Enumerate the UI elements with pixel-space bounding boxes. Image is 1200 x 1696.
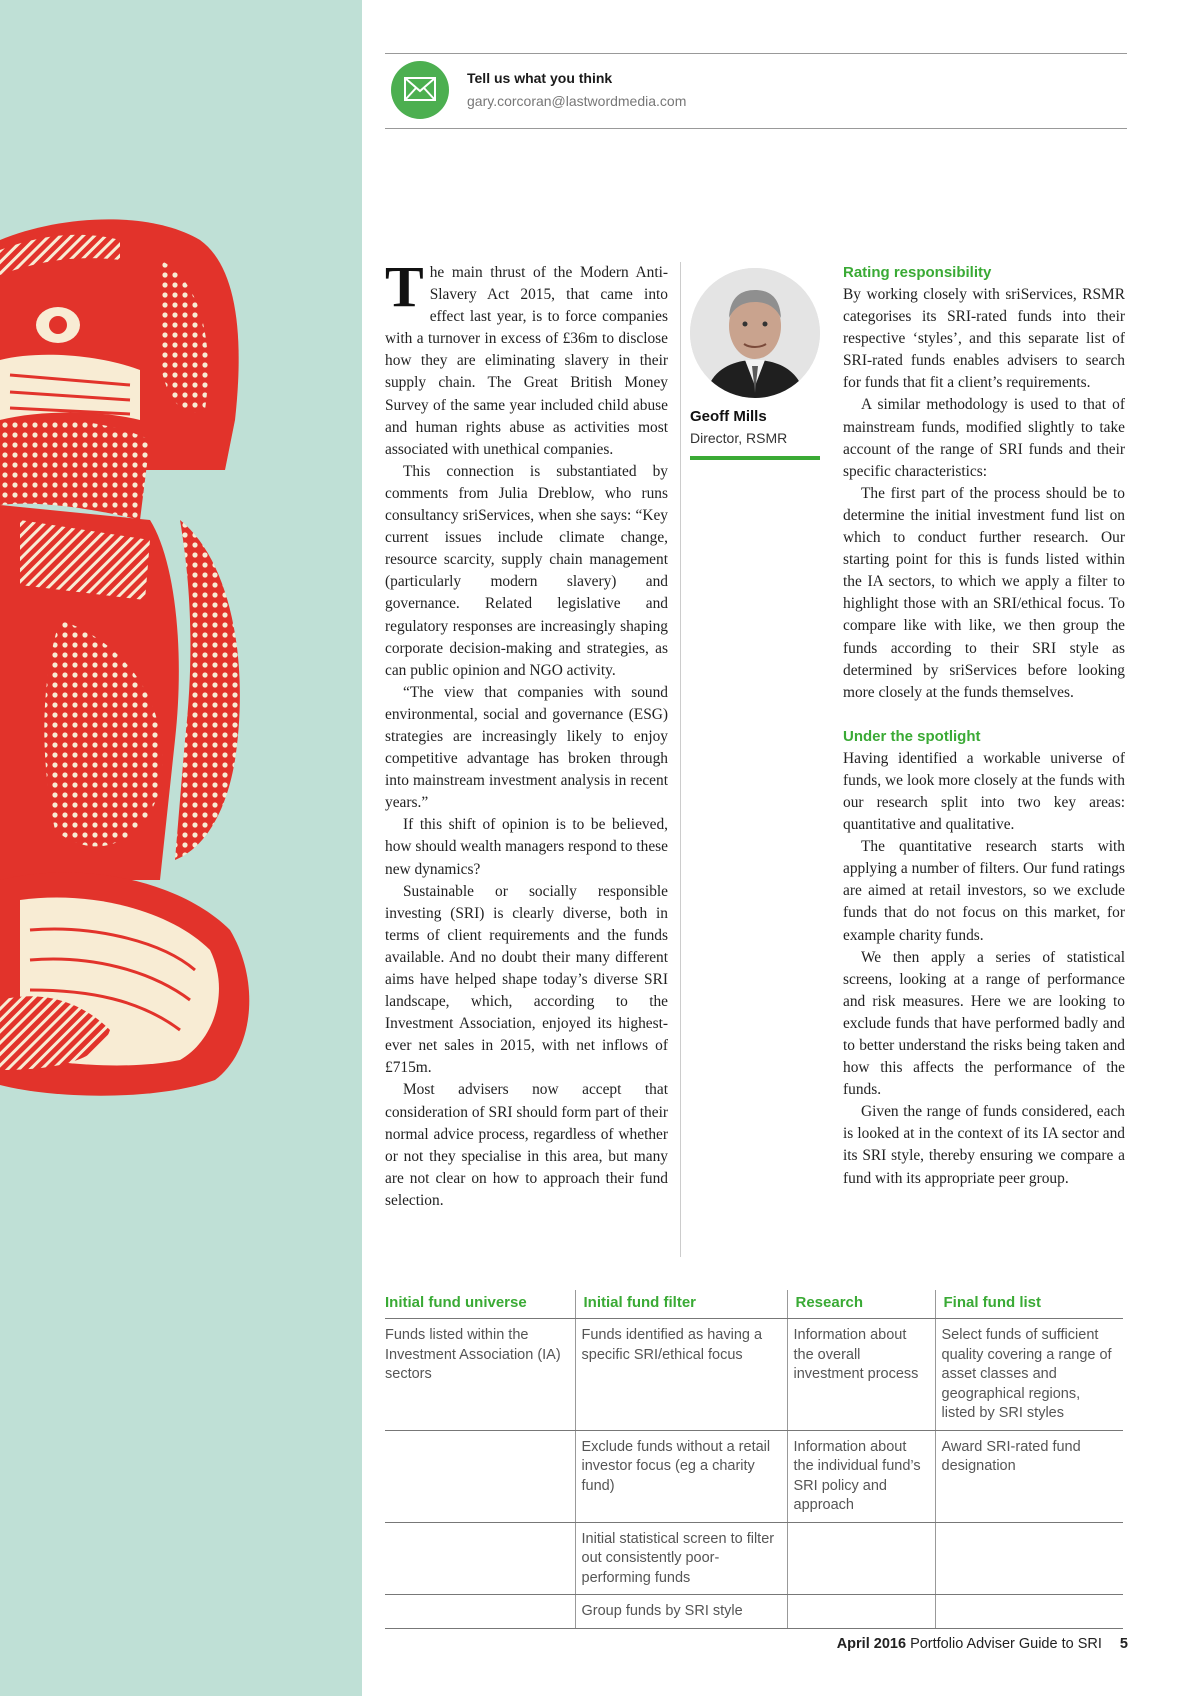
- author-role: Director, RSMR: [690, 430, 788, 446]
- decorative-side-panel: [0, 0, 362, 1696]
- article-paragraph: We then apply a series of statistical screens, looking at a range of performance and risk measures. Here we are looking to exclude funds that have performed badly and to better understand the risks being taken and how this affects the performance of the funds.: [843, 948, 1125, 1099]
- table-row: [385, 1595, 1123, 1629]
- table-cell: Exclude funds without a retail investor focus (eg a charity fund): [575, 1430, 787, 1522]
- table-cell: [787, 1595, 935, 1629]
- column-divider: [680, 262, 681, 1257]
- envelope-icon: [391, 61, 449, 119]
- issue-date: April 2016: [836, 1636, 907, 1652]
- author-name: Geoff Mills: [690, 408, 767, 425]
- article-paragraph: Sustainable or socially responsible investing (SRI) is clearly diverse, both in terms of client requirements and the funds available. And no doubt their many different aims have helped shape today’s diverse SRI landscape, which, according to the Investment Association, enjoyed its highest-ever net sales in 2015, with net inflows of £715m.: [385, 882, 668, 1077]
- article-paragraph: The first part of the process should be to determine the initial investment fund list on which to conduct further research. Our starting point for this is funds listed within the IA sectors, to which we apply a filter to highlight those with an SRI/ethical focus. To compare like with like, we then group the funds according to their SRI style as determined by sriServices before looking more closely at the funds themselves.: [843, 484, 1125, 701]
- table-cell: [385, 1522, 575, 1595]
- article-column-2: [843, 262, 1125, 1190]
- table-cell: Funds listed within the Investment Association (IA) sectors: [385, 1319, 575, 1431]
- table-cell: Information about the individual fund’s SRI policy and approach: [787, 1430, 935, 1522]
- author-underline: [690, 456, 820, 460]
- contact-title: Tell us what you think: [467, 70, 613, 86]
- table-row: [385, 1430, 1123, 1522]
- article-paragraph: If this shift of opinion is to be believed, how should wealth managers respond to these new dynamics?: [385, 816, 668, 878]
- table-row: [385, 1319, 1123, 1431]
- table-header: Initial fund universe: [385, 1290, 575, 1319]
- article-paragraph: The quantitative research starts with applying a number of filters. Our fund ratings are aimed at retail investors, so we exclude funds that do not focus on this market, for example charity funds.: [843, 838, 1125, 944]
- article-paragraph: Most advisers now accept that consideration of SRI should form part of their normal advice process, regardless of whether or not they specialise in this area, but many are not clear on how to approach their fund selection.: [385, 1081, 668, 1209]
- table-header: Final fund list: [935, 1290, 1123, 1319]
- section-heading-spotlight: Under the spotlight: [843, 727, 981, 745]
- page-footer: [837, 1636, 1128, 1652]
- article-paragraph: By working closely with sriServices, RSMR categorises its SRI-rated funds into their respective ‘styles’, and this separate list of SRI-rated funds enables advisers to search for funds that fit a client’s requirements.: [843, 286, 1125, 392]
- article-lead-text: he main thrust of the Modern Anti-Slavery Act 2015, that came into effect last year, is to force companies with a turnover in excess of £36m to disclose how they are eliminating slavery in their supply chain. The Great British Money Survey of the same year included child abuse and human rights abuse as activities most associated with unethical companies.: [385, 264, 668, 458]
- table-cell: [385, 1430, 575, 1522]
- fund-selection-table: [385, 1290, 1123, 1629]
- table-cell: [787, 1522, 935, 1595]
- table-row: [385, 1522, 1123, 1595]
- table-cell: Initial statistical screen to filter out consistently poor-performing funds: [575, 1522, 787, 1595]
- table-cell: Information about the overall investment process: [787, 1319, 935, 1431]
- article-paragraph: “The view that companies with sound environmental, social and governance (ESG) strategies are increasingly likely to enjoy competitive advantage has broken through into mainstream investment analysis in recent years.”: [385, 683, 668, 812]
- article-paragraph: Having identified a workable universe of funds, we look more closely at the funds with our research split into two key areas: quantitative and qualitative.: [843, 749, 1125, 834]
- table-cell: [385, 1595, 575, 1629]
- table-header-row: [385, 1290, 1123, 1319]
- feedback-contact-strip: [385, 53, 1127, 129]
- author-portrait: [690, 268, 820, 398]
- table-cell: [935, 1595, 1123, 1629]
- article-paragraph: [385, 254, 668, 461]
- article-paragraph: This connection is substantiated by comments from Julia Dreblow, who runs consultancy sriServices, when she says: “Key current issues include climate change, resource scarcity, supply chain management (particularly modern slavery) and governance. Related legislative and regulatory responses are increasingly shaping corporate decision-making and strategies, as can public opinion and NGO activity.: [385, 462, 668, 679]
- table-header: Initial fund filter: [575, 1290, 787, 1319]
- page-number: 5: [1119, 1636, 1128, 1652]
- table-cell: Group funds by SRI style: [575, 1595, 787, 1629]
- table-cell: Funds identified as having a specific SRI/ethical focus: [575, 1319, 787, 1431]
- article-paragraph: A similar methodology is used to that of mainstream funds, modified slightly to take account of the range of SRI funds and their specific characteristics:: [843, 396, 1125, 480]
- drop-cap: T: [385, 254, 424, 319]
- table-header: Research: [787, 1290, 935, 1319]
- table-cell: [935, 1522, 1123, 1595]
- table-cell: Award SRI-rated fund designation: [935, 1430, 1123, 1522]
- table-cell: Select funds of sufficient quality covering a range of asset classes and geographical regions, listed by SRI styles: [935, 1319, 1123, 1431]
- publication-name: Portfolio Adviser Guide to SRI: [910, 1636, 1102, 1652]
- article-column-1: [385, 254, 668, 1212]
- section-heading-rating: Rating responsibility: [843, 264, 992, 281]
- figurine-illustration: [0, 0, 362, 1696]
- article-paragraph: Given the range of funds considered, each is looked at in the context of its IA sector and its SRI style, thereby ensuring we compare a fund with its appropriate peer group.: [843, 1103, 1125, 1187]
- contact-email-link[interactable]: gary.corcoran@lastwordmedia.com: [467, 93, 687, 109]
